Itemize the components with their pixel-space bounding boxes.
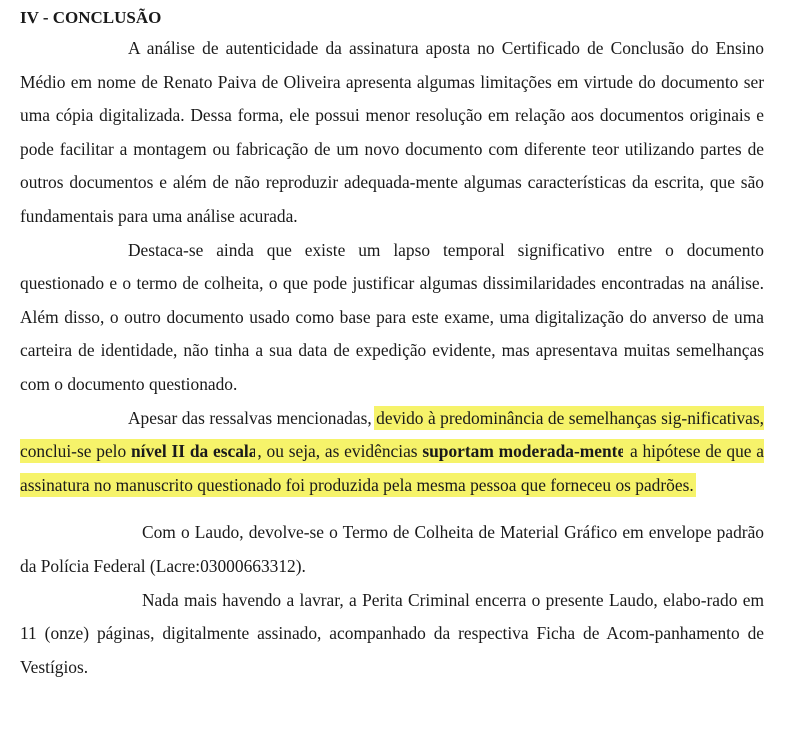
conclusion-lead: Apesar das ressalvas mencionadas, — [128, 407, 377, 428]
paragraph-temporal-gap-text: Destaca-se ainda que existe um lapso temporal significativo entre o documento questionado e o termo de colheita, o que pode justificar algumas dissimilaridades encontradas na análise. Além disso, o outro documento usado como base para este exame, uma digitalização do anverso de uma carteira de identidade, não tinha a sua data de expedição evidente, mas apresentava muitas semelhanças com o documento questionado. — [20, 239, 764, 394]
paragraph-temporal-gap — [20, 234, 764, 402]
highlight-segment: a hipótese de que a assinatura no manuscrito questionado foi produzida pela mesma pessoa que forneceu os padrões. — [20, 441, 765, 495]
paragraph-return — [20, 516, 764, 583]
paragraph-limitations-text: A análise de autenticidade da assinatura aposta no Certificado de Conclusão do Ensino Médio em nome de Renato Paiva de Oliveira apresenta algumas limitações em virtude do documento ser uma cópia digitalizada. Dessa forma, ele possui menor resolução em relação aos documentos originais e pode facilitar a montagem ou fabricação de um novo documento com diferente teor utilizando partes de outros documentos e além de não reproduzir adequada-mente algumas características da escrita, que são fundamentais para uma análise acurada. — [20, 38, 764, 226]
paragraph-conclusion — [20, 402, 764, 503]
spacer — [20, 502, 764, 516]
paragraph-closing — [20, 584, 764, 685]
support-emphasis: suportam moderada-mente — [422, 441, 626, 462]
paragraph-return-text: Com o Laudo, devolve-se o Termo de Colheita de Material Gráfico em envelope padrão da Polícia Federal (Lacre:03000663312). — [20, 522, 764, 576]
section-heading: IV - CONCLUSÃO — [20, 8, 162, 27]
highlight-segment: , ou seja, as evidências — [257, 441, 423, 462]
highlight-segment: devido à predominância de semelhanças sig-nificativas, conclui-se pelo — [20, 407, 764, 462]
scale-level-emphasis: nível II da escala — [130, 441, 258, 462]
paragraph-closing-text: Nada mais havendo a lavrar, a Perita Criminal encerra o presente Laudo, elabo-rado em 11 (onze) páginas, digitalmente assinado, acompanhado da respectiva Ficha de Acom-panhamento de Vestígios. — [20, 589, 764, 677]
paragraph-limitations — [20, 32, 764, 234]
